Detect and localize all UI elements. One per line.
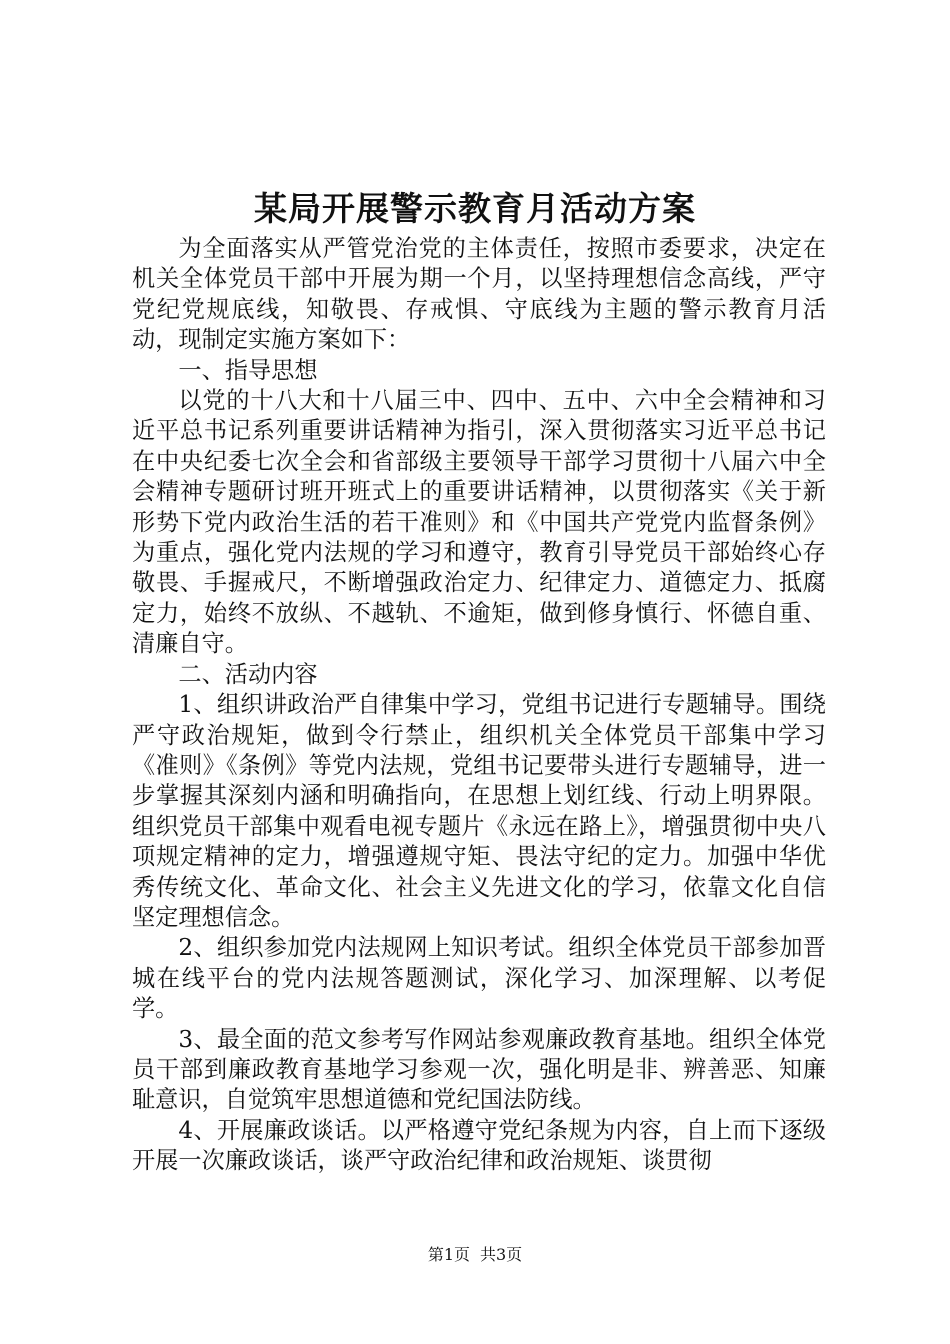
- section-heading-activity-content: 二、活动内容: [178, 660, 318, 688]
- document-title: 某局开展警示教育月活动方案: [254, 189, 696, 228]
- section-heading-guiding-ideology: 一、指导思想: [178, 356, 318, 384]
- activity-item-2: 2、组织参加党内法规网上知识考试。组织全体党员干部参加晋城在线平台的党内法规答题测试，深化学习、加深理解、以考促学。: [132, 934, 826, 1023]
- activity-item-3: 3、最全面的范文参考写作网站参观廉政教育基地。组织全体党员干部到廉政教育基地学习参观一次，强化明是非、辨善恶、知廉耻意识，自觉筑牢思想道德和党纪国法防线。: [132, 1025, 826, 1114]
- page-footer: [0, 1244, 950, 1266]
- page-number-total: 共3页: [480, 1245, 523, 1264]
- page-number-current: 第1页: [427, 1245, 470, 1264]
- intro-paragraph: 为全面落实从严管党治党的主体责任，按照市委要求，决定在机关全体党员干部中开展为期一个月，以坚持理想信念高线，严守党纪党规底线，知敬畏、存戒惧、守底线为主题的警示教育月活动，现制定实施方案如下：: [132, 235, 826, 354]
- document-body: [132, 234, 826, 1177]
- guiding-ideology-paragraph: 以党的十八大和十八届三中、四中、五中、六中全会精神和习近平总书记系列重要讲话精神为指引，深入贯彻落实习近平总书记在中央纪委七次全会和省部级主要领导干部学习贯彻十八届六中全会精神专题研讨班开班式上的重要讲话精神，以贯彻落实《关于新形势下党内政治生活的若干准则》和《中国共产党党内监督条例》为重点，强化党内法规的学习和遵守，教育引导党员干部始终心存敬畏、手握戒尺，不断增强政治定力、纪律定力、道德定力、抵腐定力，始终不放纵、不越轨、不逾矩，做到修身慎行、怀德自重、清廉自守。: [132, 387, 826, 658]
- activity-item-1: 1、组织讲政治严自律集中学习，党组书记进行专题辅导。围绕严守政治规矩，做到令行禁止，组织机关全体党员干部集中学习《准则》《条例》等党内法规，党组书记要带头进行专题辅导，进一步掌握其深刻内涵和明确指向，在思想上划红线、行动上明界限。组织党员干部集中观看电视专题片《永远在路上》，增强贯彻中央八项规定精神的定力，增强遵规守矩、畏法守纪的定力。加强中华优秀传统文化、革命文化、社会主义先进文化的学习，依靠文化自信坚定理想信念。: [132, 691, 826, 931]
- activity-item-4: 4、开展廉政谈话。以严格遵守党纪条规为内容，自上而下逐级开展一次廉政谈话，谈严守政治纪律和政治规矩、谈贯彻: [132, 1116, 826, 1175]
